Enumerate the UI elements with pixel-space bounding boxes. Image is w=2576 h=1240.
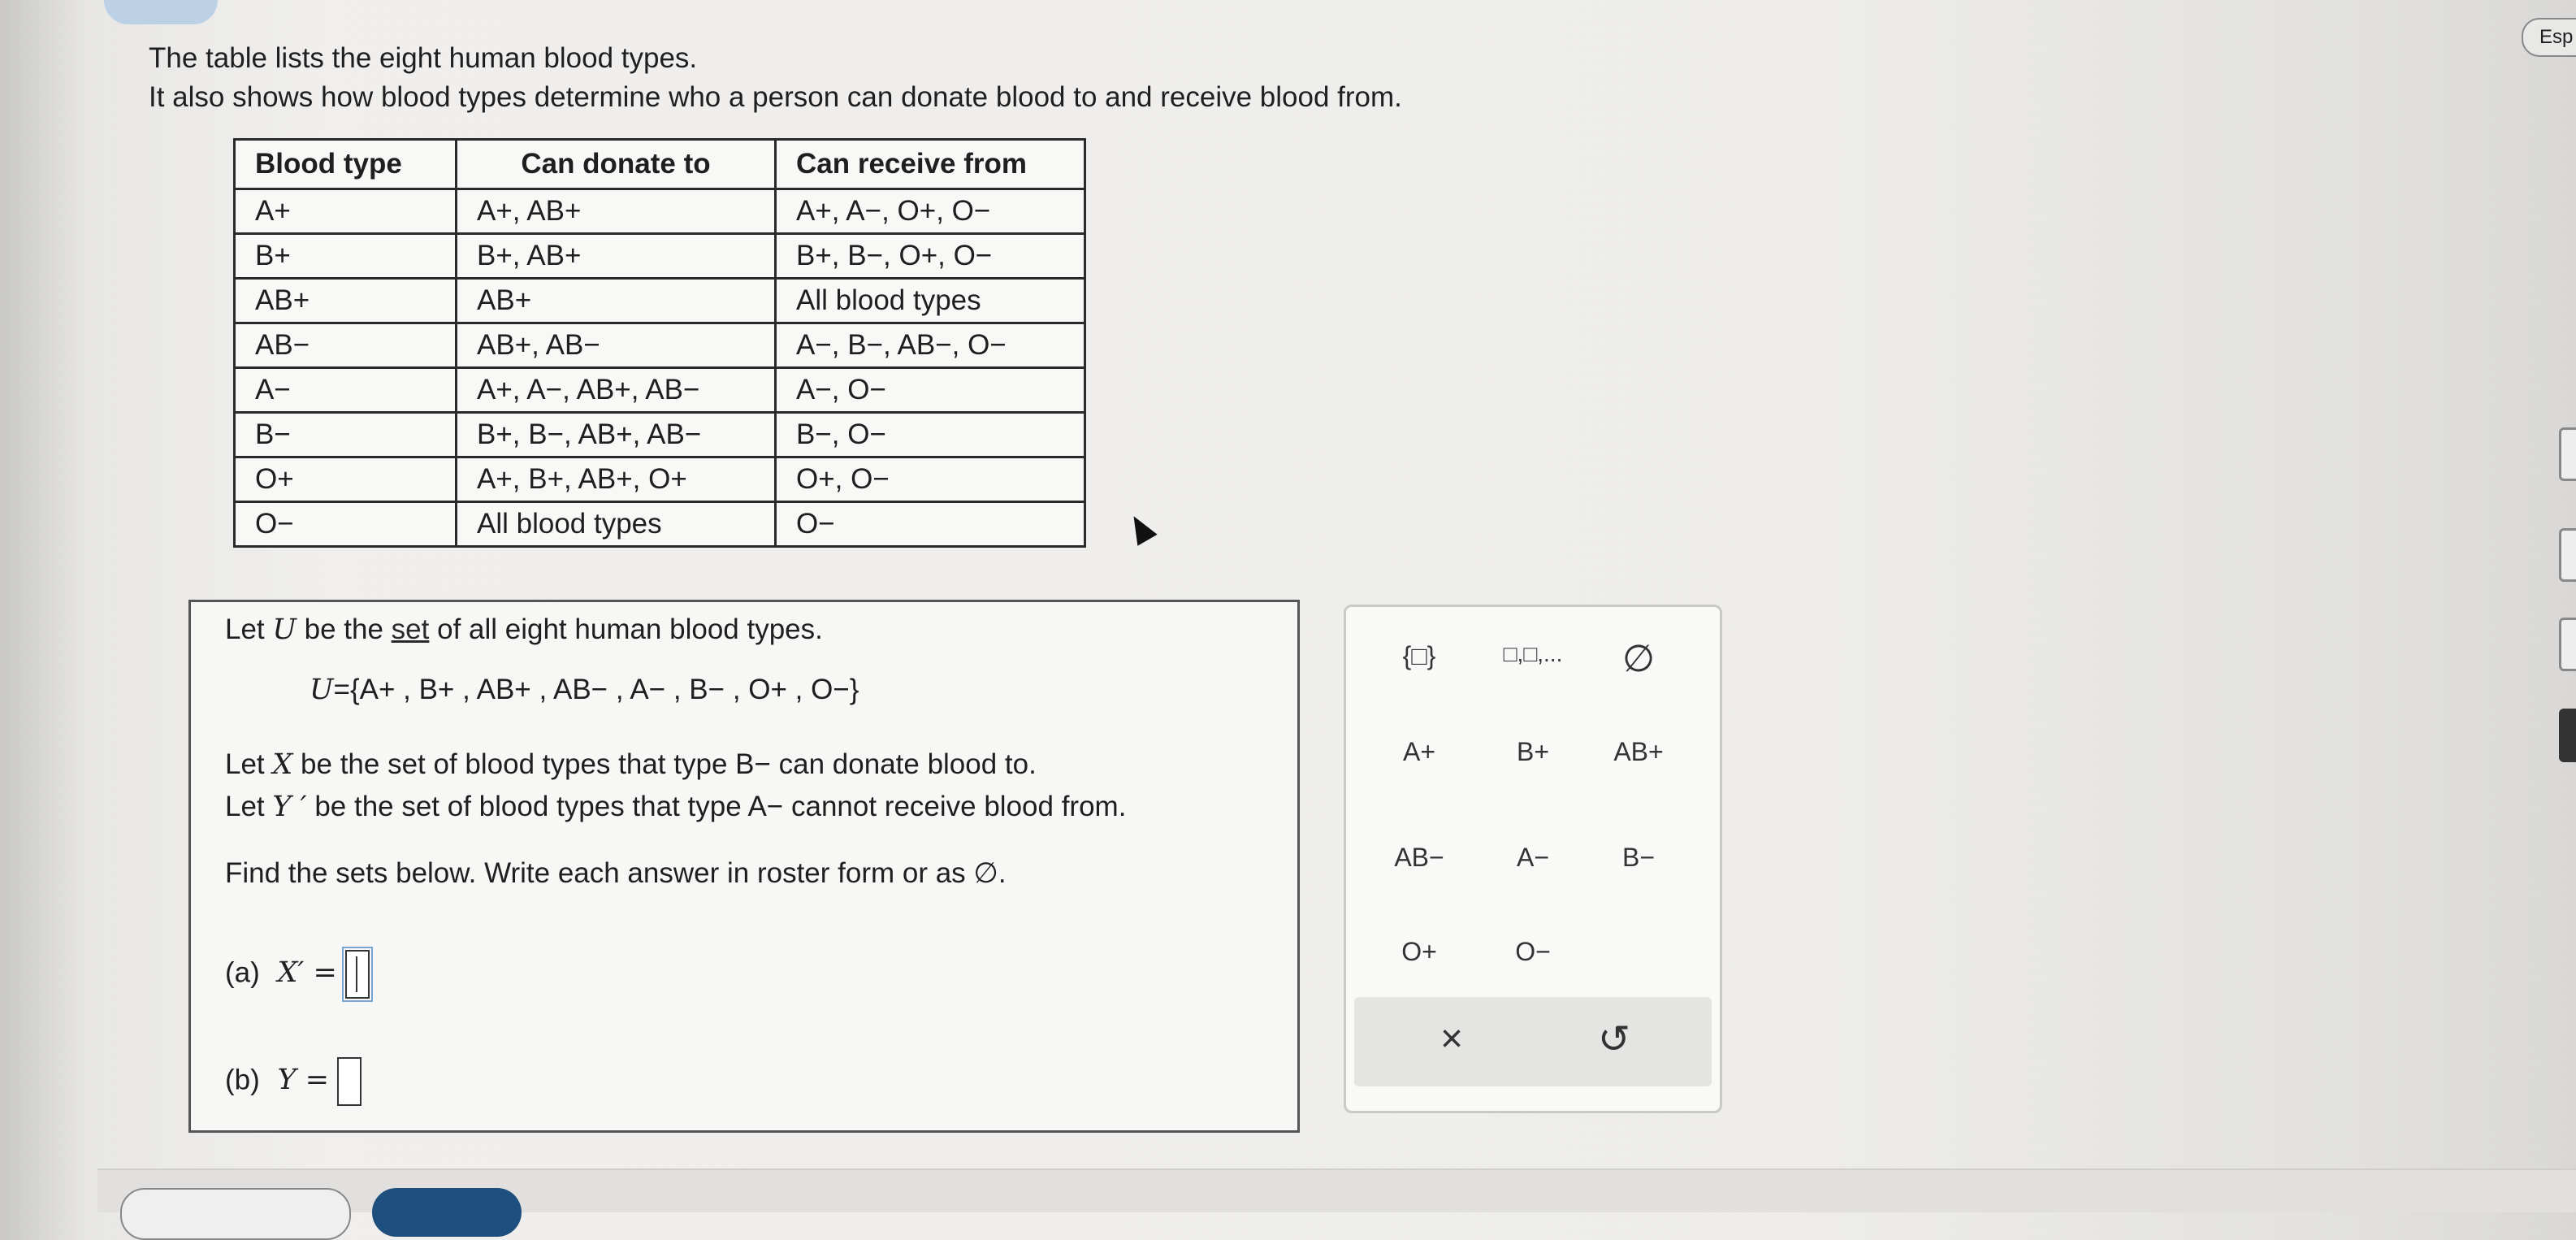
table-row bbox=[235, 234, 1085, 279]
part-a bbox=[225, 950, 370, 999]
cell-can-receive: All blood types bbox=[776, 279, 1085, 323]
key-b-positive[interactable]: B+ bbox=[1516, 737, 1550, 766]
universal-set-roster bbox=[310, 674, 859, 706]
var-x: X bbox=[272, 748, 293, 781]
cell-can-receive: A−, B−, AB−, O− bbox=[776, 323, 1085, 368]
set-definition-link[interactable]: set bbox=[391, 613, 430, 645]
text: Let bbox=[225, 748, 265, 780]
header-blood-type: Blood type bbox=[235, 140, 457, 189]
cell-blood-type: O− bbox=[235, 502, 457, 547]
key-ab-negative[interactable]: AB− bbox=[1394, 843, 1444, 872]
keypad-action-bar bbox=[1354, 997, 1712, 1086]
cell-blood-type: B+ bbox=[235, 234, 457, 279]
top-tab[interactable] bbox=[104, 0, 218, 24]
universal-set-elements: ={A+ , B+ , AB+ , AB− , A− , B− , O+ , O−} bbox=[333, 674, 859, 705]
table-row bbox=[235, 368, 1085, 413]
cell-blood-type: A− bbox=[235, 368, 457, 413]
cell-can-donate: AB+ bbox=[457, 279, 776, 323]
part-b-answer-input[interactable] bbox=[337, 1057, 362, 1106]
secondary-button[interactable] bbox=[120, 1188, 351, 1240]
part-a-answer-input[interactable] bbox=[345, 950, 370, 999]
table-row bbox=[235, 502, 1085, 547]
undo-icon[interactable]: ↺ bbox=[1597, 1018, 1631, 1061]
key-ab-positive[interactable]: AB+ bbox=[1613, 737, 1664, 766]
table-row bbox=[235, 413, 1085, 457]
mouse-cursor-icon bbox=[1123, 510, 1157, 545]
var-u: U bbox=[310, 674, 334, 706]
roster-list-button[interactable]: □,□,... bbox=[1503, 641, 1563, 666]
cell-can-receive: O+, O− bbox=[776, 457, 1085, 502]
var-u: U bbox=[272, 613, 297, 646]
cell-can-receive: B−, O− bbox=[776, 413, 1085, 457]
cell-can-donate: A+, AB+ bbox=[457, 189, 776, 234]
cell-blood-type: AB+ bbox=[235, 279, 457, 323]
side-tool-icon[interactable] bbox=[2559, 618, 2576, 671]
text: be the set of blood types that type A− cannot receive blood from. bbox=[314, 791, 1127, 822]
cell-can-receive: A−, O− bbox=[776, 368, 1085, 413]
part-b-variable: Y = bbox=[277, 1064, 330, 1097]
cell-can-receive: O− bbox=[776, 502, 1085, 547]
language-toggle-button[interactable]: Esp bbox=[2522, 18, 2576, 57]
text: Let bbox=[225, 791, 265, 822]
cell-can-donate: B+, B−, AB+, AB− bbox=[457, 413, 776, 457]
side-tool-icon[interactable] bbox=[2559, 427, 2576, 481]
blood-type-table bbox=[233, 138, 1086, 548]
part-a-label: (a) bbox=[225, 956, 260, 989]
text: be the bbox=[304, 613, 383, 645]
set-x-definition bbox=[225, 748, 1037, 781]
cell-can-donate: All blood types bbox=[457, 502, 776, 547]
intro-line-1: The table lists the eight human blood types. bbox=[149, 42, 698, 74]
intro-text bbox=[149, 39, 1402, 117]
set-y-prime-definition bbox=[225, 791, 1126, 823]
cell-blood-type: AB− bbox=[235, 323, 457, 368]
cell-can-donate: A+, B+, AB+, O+ bbox=[457, 457, 776, 502]
key-o-negative[interactable]: O− bbox=[1515, 937, 1551, 966]
table-row bbox=[235, 457, 1085, 502]
text: Let bbox=[225, 613, 265, 645]
part-b-label: (b) bbox=[225, 1064, 260, 1096]
instruction-text: Find the sets below. Write each answer in roster form or as ∅. bbox=[225, 857, 1007, 889]
table-row bbox=[235, 189, 1085, 234]
part-a-variable: X′ = bbox=[277, 956, 337, 990]
header-can-donate: Can donate to bbox=[457, 140, 776, 189]
key-b-negative[interactable]: B− bbox=[1621, 843, 1656, 872]
cell-can-receive: A+, A−, O+, O− bbox=[776, 189, 1085, 234]
key-o-positive[interactable]: O+ bbox=[1401, 937, 1437, 966]
text: of all eight human blood types. bbox=[437, 613, 823, 645]
key-a-negative[interactable]: A− bbox=[1516, 843, 1550, 872]
clear-icon[interactable]: × bbox=[1440, 1017, 1464, 1060]
intro-line-2: It also shows how blood types determine who a person can donate blood to and receive blood from. bbox=[149, 81, 1402, 113]
cell-blood-type: A+ bbox=[235, 189, 457, 234]
table-row bbox=[235, 323, 1085, 368]
cell-can-receive: B+, B−, O+, O− bbox=[776, 234, 1085, 279]
side-tool-icon[interactable] bbox=[2559, 709, 2576, 762]
universal-set-definition bbox=[225, 613, 823, 646]
set-braces-button[interactable]: {□} bbox=[1402, 641, 1436, 670]
cell-can-donate: B+, AB+ bbox=[457, 234, 776, 279]
var-y-prime: Y ′ bbox=[272, 791, 307, 823]
side-tool-icon[interactable] bbox=[2559, 528, 2576, 582]
primary-button[interactable] bbox=[372, 1188, 522, 1237]
key-a-positive[interactable]: A+ bbox=[1402, 737, 1436, 766]
table-row bbox=[235, 279, 1085, 323]
math-keypad bbox=[1344, 605, 1722, 1113]
table-header-row bbox=[235, 140, 1085, 189]
cell-can-donate: A+, A−, AB+, AB− bbox=[457, 368, 776, 413]
text: be the set of blood types that type B− can donate blood to. bbox=[301, 748, 1037, 780]
empty-set-button[interactable]: ∅ bbox=[1621, 637, 1656, 679]
cell-can-donate: AB+, AB− bbox=[457, 323, 776, 368]
part-b bbox=[225, 1057, 362, 1106]
cell-blood-type: O+ bbox=[235, 457, 457, 502]
cell-blood-type: B− bbox=[235, 413, 457, 457]
question-panel bbox=[188, 600, 1300, 1133]
header-can-receive: Can receive from bbox=[776, 140, 1085, 189]
